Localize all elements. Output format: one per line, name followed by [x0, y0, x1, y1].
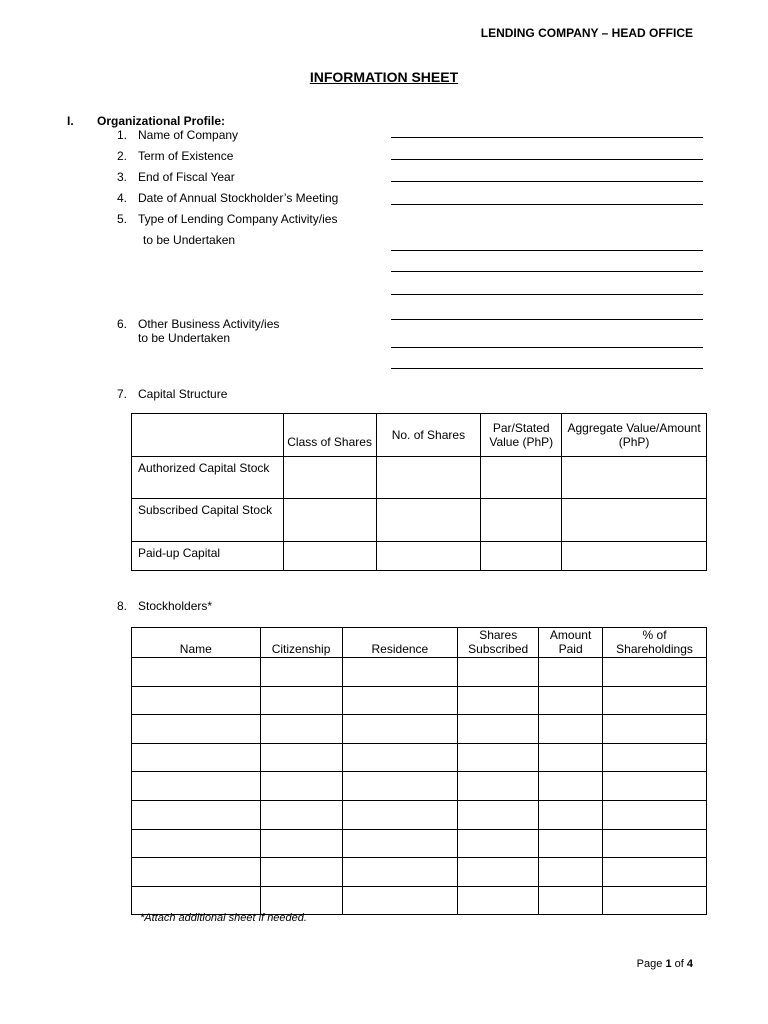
lending-activity-field-1[interactable]: [391, 250, 703, 251]
table-row: [132, 800, 707, 829]
table-cell[interactable]: [342, 858, 458, 887]
table-cell[interactable]: [376, 499, 481, 542]
lending-activity-field-4[interactable]: [391, 319, 703, 320]
table-cell[interactable]: [458, 800, 539, 829]
table-header: % of Shareholdings: [603, 628, 707, 658]
table-cell[interactable]: [342, 743, 458, 772]
lending-activity-field-2[interactable]: [391, 271, 703, 272]
item-number: 6.: [116, 317, 127, 331]
table-cell[interactable]: [132, 800, 261, 829]
table-cell[interactable]: [132, 715, 261, 744]
total-pages: 4: [686, 958, 693, 970]
item-number: 5.: [116, 212, 127, 226]
table-cell[interactable]: [283, 542, 376, 571]
table-cell[interactable]: [132, 686, 261, 715]
table-cell[interactable]: [260, 715, 342, 744]
item-label-capital-structure: Capital Structure: [138, 387, 228, 401]
table-row: [132, 686, 707, 715]
item-number: 2.: [116, 149, 127, 163]
table-cell[interactable]: [132, 829, 261, 858]
table-row: [132, 858, 707, 887]
table-cell[interactable]: [539, 800, 603, 829]
table-row: [132, 715, 707, 744]
table-cell[interactable]: [260, 686, 342, 715]
table-cell[interactable]: [132, 743, 261, 772]
row-label-authorized: Authorized Capital Stock: [132, 457, 284, 499]
lending-activity-field-3[interactable]: [391, 294, 703, 295]
table-cell[interactable]: [481, 542, 562, 571]
other-business-field-1[interactable]: [391, 347, 703, 348]
other-business-field-2[interactable]: [391, 368, 703, 369]
table-header: Residence: [342, 628, 458, 658]
table-cell[interactable]: [342, 686, 458, 715]
table-cell[interactable]: [132, 658, 261, 687]
table-cell[interactable]: [342, 829, 458, 858]
term-of-existence-field[interactable]: [391, 159, 703, 160]
document-header: LENDING COMPANY – HEAD OFFICE: [480, 26, 693, 40]
table-cell[interactable]: [458, 743, 539, 772]
item-number: 1.: [116, 128, 127, 142]
item-number: 3.: [116, 170, 127, 184]
table-cell[interactable]: [458, 858, 539, 887]
table-cell[interactable]: [539, 886, 603, 915]
item-number: 4.: [116, 191, 127, 205]
table-cell[interactable]: [132, 858, 261, 887]
table-row: [132, 772, 707, 801]
table-cell[interactable]: [132, 772, 261, 801]
item-label-lending-activity: Type of Lending Company Activity/ies: [138, 212, 338, 226]
table-cell[interactable]: [260, 886, 342, 915]
page-number: [637, 958, 693, 970]
table-row: [132, 658, 707, 687]
table-cell[interactable]: [539, 658, 603, 687]
table-header: [132, 414, 284, 457]
item-label-other-business: Other Business Activity/ies: [138, 317, 280, 331]
current-page: 1: [665, 958, 672, 970]
row-label-paid-up: Paid-up Capital: [132, 542, 284, 571]
end-of-fiscal-year-field[interactable]: [391, 181, 703, 182]
table-cell[interactable]: [603, 886, 707, 915]
table-cell[interactable]: [481, 457, 562, 499]
table-cell[interactable]: [539, 715, 603, 744]
table-cell[interactable]: [458, 772, 539, 801]
row-label-subscribed: Subscribed Capital Stock: [132, 499, 284, 542]
item-label-end-of-fiscal-year: End of Fiscal Year: [138, 170, 235, 184]
annual-meeting-date-field[interactable]: [391, 204, 703, 205]
table-cell[interactable]: [562, 457, 707, 499]
table-cell[interactable]: [603, 658, 707, 687]
table-cell[interactable]: [603, 772, 707, 801]
table-cell[interactable]: [603, 858, 707, 887]
table-cell[interactable]: [342, 800, 458, 829]
capital-structure-table: [131, 413, 707, 571]
table-row: [132, 829, 707, 858]
item-number: 7.: [116, 387, 127, 401]
table-cell[interactable]: [342, 658, 458, 687]
table-cell[interactable]: [260, 658, 342, 687]
table-cell[interactable]: [539, 686, 603, 715]
table-cell[interactable]: [458, 829, 539, 858]
item-number: 8.: [116, 599, 127, 613]
name-of-company-field[interactable]: [391, 137, 703, 138]
table-cell[interactable]: [132, 886, 261, 915]
table-cell[interactable]: [603, 829, 707, 858]
table-row: [132, 743, 707, 772]
page-title: INFORMATION SHEET: [309, 69, 459, 85]
table-cell[interactable]: [376, 457, 481, 499]
table-header: Amount Paid: [539, 628, 603, 658]
table-header: Aggregate Value/Amount (PhP): [562, 414, 707, 457]
table-header: Citizenship: [260, 628, 342, 658]
table-cell[interactable]: [260, 772, 342, 801]
table-header: Class of Shares: [283, 414, 376, 457]
item-label-annual-meeting: Date of Annual Stockholder’s Meeting: [138, 191, 339, 205]
table-cell[interactable]: [562, 499, 707, 542]
section-title: Organizational Profile:: [97, 114, 226, 128]
table-cell[interactable]: [562, 542, 707, 571]
table-cell[interactable]: [458, 886, 539, 915]
table-cell[interactable]: [376, 542, 481, 571]
table-cell[interactable]: [603, 800, 707, 829]
table-cell[interactable]: [260, 800, 342, 829]
table-cell[interactable]: [603, 743, 707, 772]
table-cell[interactable]: [481, 499, 562, 542]
table-cell[interactable]: [260, 858, 342, 887]
table-header: Par/Stated Value (PhP): [481, 414, 562, 457]
table-cell[interactable]: [342, 772, 458, 801]
table-row: [132, 886, 707, 915]
item-label-name-of-company: Name of Company: [138, 128, 239, 142]
table-header: No. of Shares: [376, 414, 481, 457]
page-prefix: Page: [636, 958, 663, 970]
table-cell[interactable]: [342, 886, 458, 915]
table-cell[interactable]: [260, 829, 342, 858]
table-cell[interactable]: [539, 858, 603, 887]
table-header: Name: [132, 628, 261, 658]
item-label-term-of-existence: Term of Existence: [138, 149, 234, 163]
table-header: Shares Subscribed: [458, 628, 539, 658]
table-cell[interactable]: [458, 658, 539, 687]
table-cell[interactable]: [283, 499, 376, 542]
item-label-stockholders: Stockholders*: [138, 599, 213, 613]
table-cell[interactable]: [539, 743, 603, 772]
table-cell[interactable]: [342, 715, 458, 744]
stockholders-table: [131, 627, 707, 915]
table-cell[interactable]: [458, 686, 539, 715]
item-label-other-business-cont: to be Undertaken: [138, 331, 231, 345]
section-number: I.: [67, 114, 74, 128]
footnote: *Attach additional sheet if needed.: [140, 912, 307, 924]
table-cell[interactable]: [539, 829, 603, 858]
table-cell[interactable]: [603, 686, 707, 715]
item-label-lending-activity-cont: to be Undertaken: [143, 233, 236, 247]
table-cell[interactable]: [458, 715, 539, 744]
page-of: of: [674, 958, 684, 970]
table-cell[interactable]: [283, 457, 376, 499]
table-cell[interactable]: [260, 743, 342, 772]
table-cell[interactable]: [603, 715, 707, 744]
table-cell[interactable]: [539, 772, 603, 801]
